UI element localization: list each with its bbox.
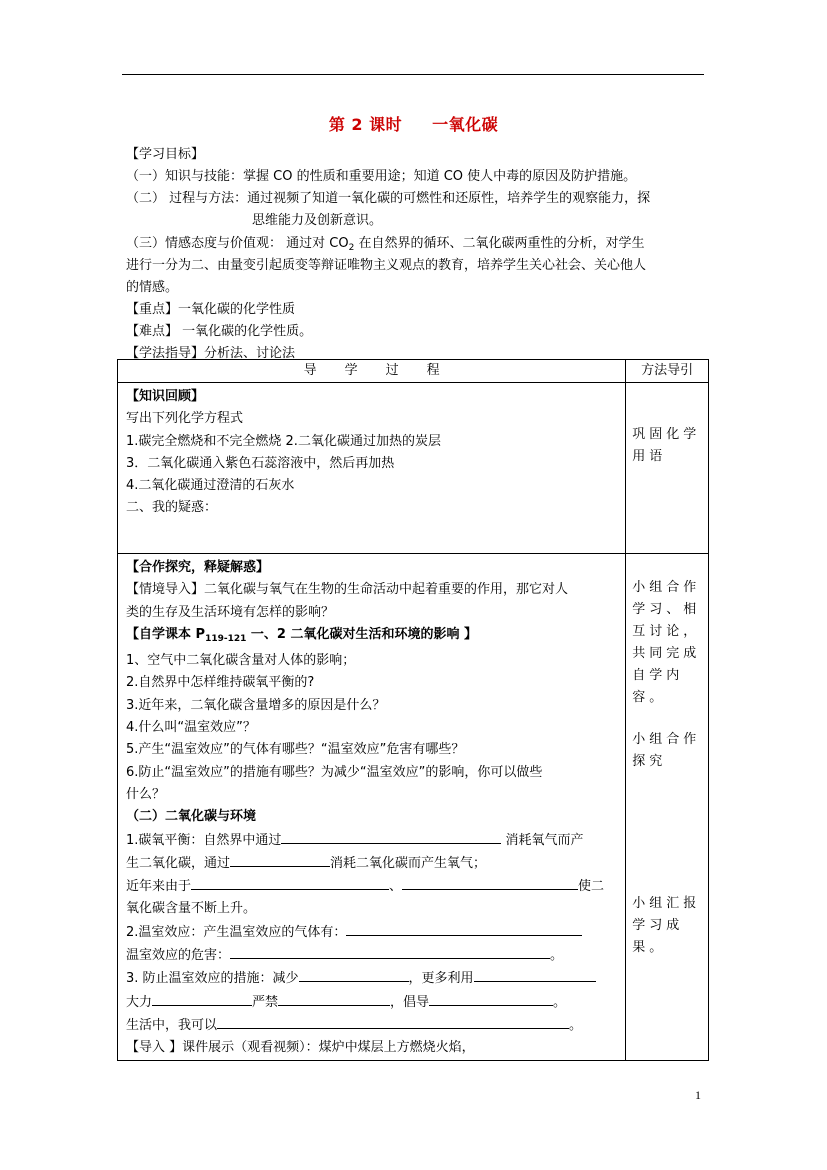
review-line: 4.二氧化碳通过澄清的石灰水 xyxy=(126,478,295,494)
blank[interactable] xyxy=(278,991,390,1006)
difficult-point: 【难点】 一氧化碳的化学性质。 xyxy=(126,324,313,339)
blank[interactable] xyxy=(346,921,582,936)
review-line: 写出下列化学方程式 xyxy=(126,411,244,427)
key-point: 【重点】一氧化碳的化学性质 xyxy=(126,302,296,317)
lesson-number: 第 2 课时 xyxy=(328,115,403,134)
page-title xyxy=(0,112,827,135)
section-heading: （二）二氧化碳与环境 xyxy=(126,809,257,825)
blank[interactable] xyxy=(474,967,596,982)
question: 1、空气中二氧化碳含量对人体的影响； xyxy=(126,653,356,669)
goal-emotion-3: 的情感。 xyxy=(126,280,179,295)
review-method: 巩固化学用语 xyxy=(626,383,709,554)
fill-line: 近年来由于 、 使二 xyxy=(126,875,617,898)
fill-line: 2.温室效应：产生温室效应的气体有： xyxy=(126,921,617,944)
fill-line: 温室效应的危害： 。 xyxy=(126,944,617,967)
question: 4.什么叫“温室效应”？ xyxy=(126,720,256,736)
fill-line: 大力 严禁 ，倡导 。 xyxy=(126,991,617,1014)
header-rule xyxy=(122,74,704,75)
blank[interactable] xyxy=(281,829,501,844)
question: 5.产生“温室效应”的气体有哪些？“温室效应”危害有哪些？ xyxy=(126,742,465,758)
fill-line: 生活中，我可以 。 xyxy=(126,1014,617,1037)
question: 6.防止“温室效应”的措施有哪些？为减少“温室效应”的影响，你可以做些 xyxy=(126,764,543,780)
review-line: 二、我的疑惑： xyxy=(126,500,218,516)
question: 什么？ xyxy=(126,786,166,802)
goal-process-2: 思维能力及创新意识。 xyxy=(252,213,383,228)
blank[interactable] xyxy=(152,991,252,1006)
goal-emotion-1: （三）情感态度与价值观： 通过对 $CO_2$ 在自然界的循环、二氧化碳两重性的分析，对学生 xyxy=(126,236,645,253)
fill-line: 1.碳氧平衡：自然界中通过 消耗氧气而产 xyxy=(126,829,617,852)
intro-line: 【情境导入】二氧化碳与氧气在生物的生命活动中起着重要的作用，那它对人 xyxy=(126,582,569,598)
blank[interactable] xyxy=(402,875,578,890)
goal-emotion-2: 进行一分为二、由量变引起质变等辩证唯物主义观点的教育，培养学生关心社会、关心他人 xyxy=(126,258,647,273)
fill-line: 3. 防止温室效应的措施：减少 ，更多利用 xyxy=(126,967,617,990)
blank[interactable] xyxy=(191,875,389,890)
review-line: 1.碳完全燃烧和不完全燃烧 2.二氧化碳通过加热的炭层 xyxy=(126,433,441,449)
page-number: 1 xyxy=(695,1088,701,1102)
study-table xyxy=(117,359,709,1061)
study-method: 【学法指导】分析法、讨论法 xyxy=(126,346,296,361)
fill-line: 氧化碳含量不断上升。 xyxy=(126,901,257,917)
blank[interactable] xyxy=(230,852,330,867)
header-process: 导学过程 xyxy=(118,360,626,383)
intro-line: 类的生存及生活环境有怎样的影响？ xyxy=(126,604,335,620)
goals-heading: 【学习目标】 xyxy=(126,147,205,162)
question: 3.近年来，二氧化碳含量增多的原因是什么？ xyxy=(126,697,386,713)
blank[interactable] xyxy=(429,991,553,1006)
question: 2.自然界中怎样维持碳氧平衡的? xyxy=(126,675,315,691)
explore-method: 小组合作学习、相互讨论，共同完成自学内容。 小组合作探究 小组汇报学习成果。 xyxy=(626,554,709,1061)
header-method: 方法导引 xyxy=(626,360,709,383)
review-cell xyxy=(118,383,626,554)
goal-knowledge: （一）知识与技能：掌握 CO 的性质和重要用途；知道 CO 使人中毒的原因及防护措施。 xyxy=(126,169,637,184)
blank[interactable] xyxy=(230,944,550,959)
goal-process-1: （二） 过程与方法：通过视频了知道一氧化碳的可燃性和还原性，培养学生的观察能力，探 xyxy=(126,191,651,206)
blank[interactable] xyxy=(299,967,409,982)
self-study-line: 【自学课本 $P_{119-121}$ 一、2 二氧化碳对生活和环境的影响 】 xyxy=(126,626,477,644)
blank[interactable] xyxy=(217,1014,569,1029)
explore-cell xyxy=(118,554,626,1061)
fill-line: 生二氧化碳，通过 消耗二氧化碳而产生氧气； xyxy=(126,852,617,875)
explore-heading: 【合作探究，释疑解惑】 xyxy=(126,560,270,575)
guide-line: 【导入 】课件展示（观看视频）：煤炉中煤层上方燃烧火焰， xyxy=(126,1040,475,1056)
review-line: 3．二氧化碳通入紫色石蕊溶液中，然后再加热 xyxy=(126,455,395,471)
review-heading: 【知识回顾】 xyxy=(126,389,205,404)
lesson-topic: 一氧化碳 xyxy=(432,115,499,134)
